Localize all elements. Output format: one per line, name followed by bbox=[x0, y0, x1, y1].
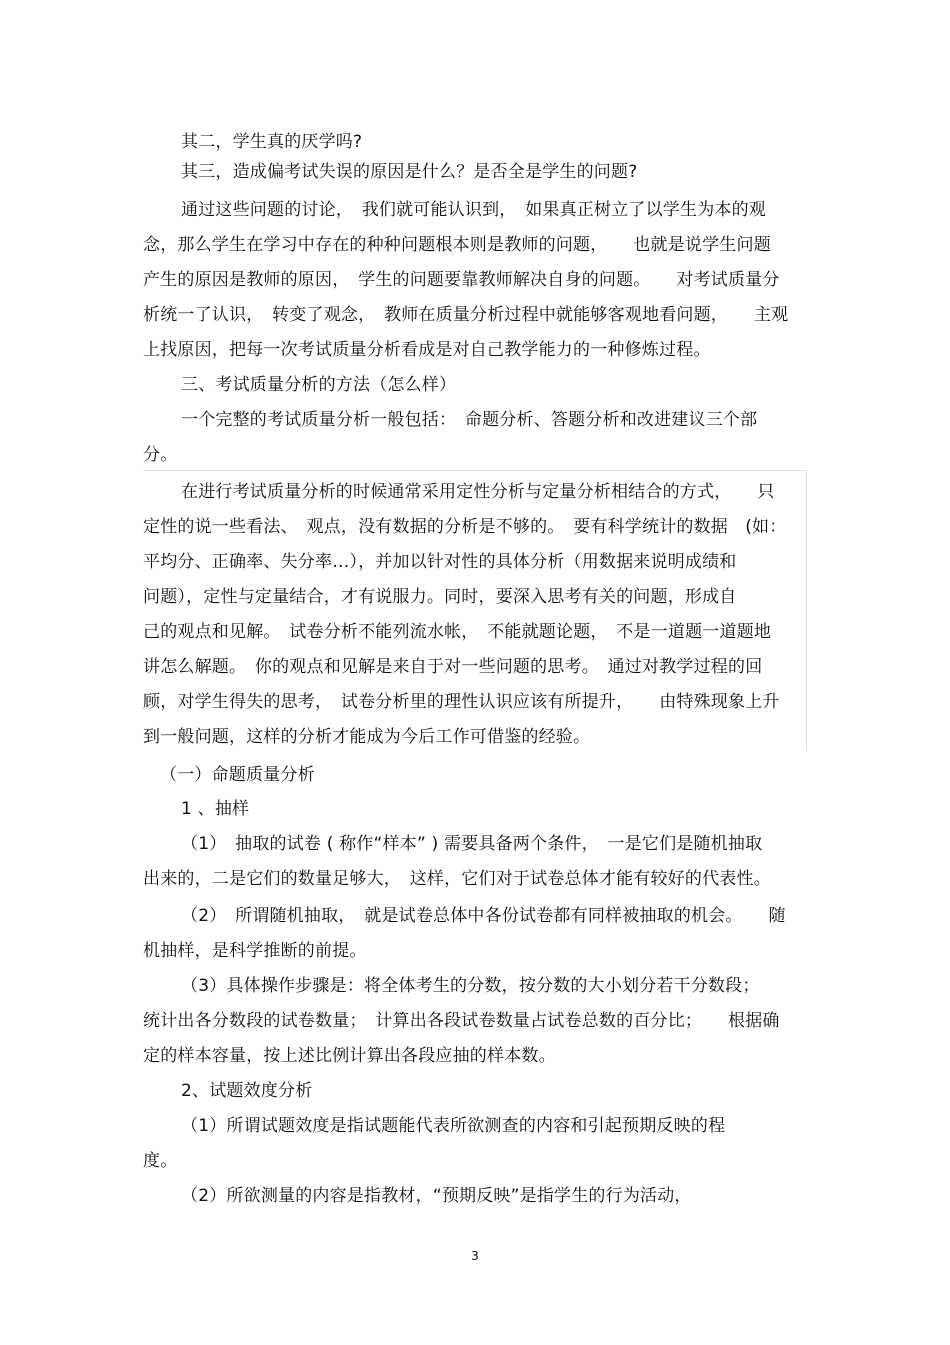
text-line: （2）所欲测量的内容是指教材，“预期反映”是指学生的行为活动， bbox=[181, 1186, 692, 1206]
subsection-heading: 1 、抽样 bbox=[181, 799, 250, 819]
text-line: 度。 bbox=[143, 1151, 178, 1171]
text-line: 己的观点和见解。 试卷分析不能列流水帐， 不能就题论题， 不是一道题一道题地 bbox=[143, 622, 772, 642]
text-line: 平均分、正确率、失分率…），并加以针对性的具体分析（用数据来说明成绩和 bbox=[143, 552, 737, 572]
text-line: 讲怎么解题。 你的观点和见解是来自于对一些问题的思考。 通过对教学过程的回 bbox=[143, 657, 763, 677]
text-line: 出来的，二是它们的数量足够大， 这样，它们对于试卷总体才能有较好的代表性。 bbox=[143, 869, 771, 889]
text-line: 念，那么学生在学习中存在的种种问题根本则是教师的问题， 也就是说学生问题 bbox=[143, 235, 771, 255]
text-line: 统计出各分数段的试卷数量； 计算出各段试卷数量占试卷总数的百分比； 根据确 bbox=[143, 1011, 780, 1031]
page-number: 3 bbox=[471, 1249, 479, 1263]
text-line: 机抽样，是科学推断的前提。 bbox=[143, 941, 367, 961]
section-heading: 三、考试质量分析的方法（怎么样） bbox=[181, 375, 457, 395]
text-line: 问题），定性与定量结合，才有说服力。同时，要深入思考有关的问题，形成自 bbox=[143, 587, 737, 607]
text-line: 一个完整的考试质量分析一般包括： 命题分析、答题分析和改进建议三个部 bbox=[181, 410, 758, 430]
text-line: 到一般问题，这样的分析才能成为今后工作可借鉴的经验。 bbox=[143, 727, 591, 747]
text-frame-border bbox=[143, 470, 807, 471]
text-line: 其二，学生真的厌学吗? bbox=[181, 132, 363, 152]
text-line: （3）具体操作步骤是：将全体考生的分数，按分数的大小划分若干分数段； bbox=[181, 976, 760, 996]
text-line: （2） 所谓随机抽取， 就是试卷总体中各份试卷都有同样被抽取的机会。 随 bbox=[181, 906, 786, 926]
text-line: 在进行考试质量分析的时候通常采用定性分析与定量分析相结合的方式， 只 bbox=[181, 482, 775, 502]
text-line: 其三，造成偏考试失误的原因是什么？是否全是学生的问题? bbox=[181, 162, 638, 182]
text-line: 析统一了认识， 转变了观念， 教师在质量分析过程中就能够客观地看问题， 主观 bbox=[143, 305, 789, 325]
text-line: 分。 bbox=[143, 445, 178, 465]
text-line: 上找原因，把每一次考试质量分析看成是对自己教学能力的一种修炼过程。 bbox=[143, 340, 711, 360]
text-line: 通过这些问题的讨论， 我们就可能认识到， 如果真正树立了以学生为本的观 bbox=[181, 200, 766, 220]
text-line: 定的样本容量，按上述比例计算出各段应抽的样本数。 bbox=[143, 1046, 556, 1066]
text-line: 产生的原因是教师的原因， 学生的问题要靠教师解决自身的问题。 对考试质量分 bbox=[143, 270, 780, 290]
subsection-heading: （一）命题质量分析 bbox=[160, 765, 315, 785]
text-line: 顾，对学生得失的思考， 试卷分析里的理性认识应该有所提升， 由特殊现象上升 bbox=[143, 692, 780, 712]
text-line: （1） 抽取的试卷 ( 称作“样本” ) 需要具备两个条件， 一是它们是随机抽取 bbox=[181, 834, 763, 854]
text-frame-border bbox=[806, 470, 807, 750]
subsection-heading: 2、试题效度分析 bbox=[181, 1081, 313, 1101]
text-line: （1）所谓试题效度是指试题能代表所欲测查的内容和引起预期反映的程 bbox=[181, 1116, 726, 1136]
text-line: 定性的说一些看法、 观点，没有数据的分析是不够的。 要有科学统计的数据 (如： bbox=[143, 517, 787, 537]
